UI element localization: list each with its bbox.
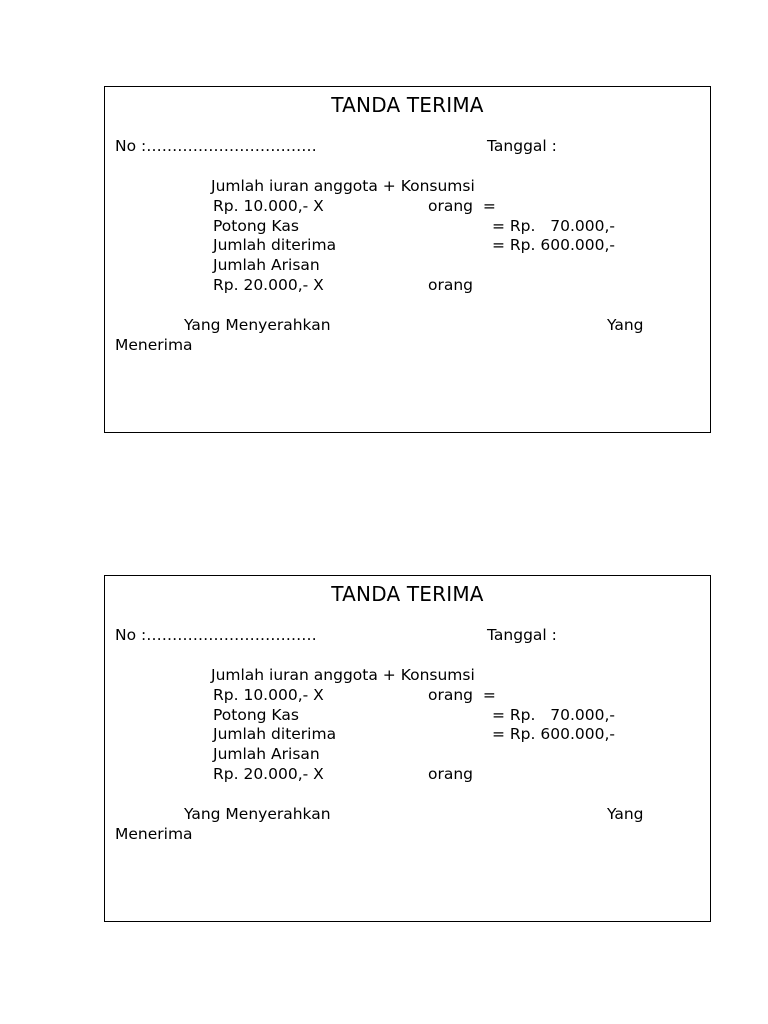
iuran-orang: orang = <box>428 686 496 704</box>
menerima-label: Menerima <box>115 825 193 843</box>
no-field: No :…………………………… <box>115 137 317 155</box>
potong-kas-value: = Rp. 70.000,- <box>492 217 615 235</box>
jumlah-arisan-label: Jumlah Arisan <box>213 256 320 274</box>
tanggal-field: Tanggal : <box>487 626 557 644</box>
jumlah-arisan-label: Jumlah Arisan <box>213 745 320 763</box>
iuran-heading: Jumlah iuran anggota + Konsumsi <box>211 177 475 195</box>
arisan-orang: orang <box>428 276 474 294</box>
iuran-orang: orang = <box>428 197 496 215</box>
iuran-rate: Rp. 10.000,- X <box>213 197 324 215</box>
receipt-title: TANDA TERIMA <box>331 582 484 606</box>
potong-kas-label: Potong Kas <box>213 706 299 724</box>
no-field: No :…………………………… <box>115 626 317 644</box>
yang-menyerahkan: Yang Menyerahkan <box>184 805 331 823</box>
jumlah-diterima-label: Jumlah diterima <box>213 725 337 743</box>
arisan-rate: Rp. 20.000,- X <box>213 276 324 294</box>
yang-label: Yang <box>607 805 644 823</box>
receipt-form-2 <box>104 575 711 922</box>
potong-kas-label: Potong Kas <box>213 217 299 235</box>
jumlah-diterima-value: = Rp. 600.000,- <box>492 236 615 254</box>
iuran-heading: Jumlah iuran anggota + Konsumsi <box>211 666 475 684</box>
receipt-title: TANDA TERIMA <box>331 93 484 117</box>
menerima-label: Menerima <box>115 336 193 354</box>
iuran-rate: Rp. 10.000,- X <box>213 686 324 704</box>
arisan-orang: orang <box>428 765 474 783</box>
jumlah-diterima-label: Jumlah diterima <box>213 236 337 254</box>
jumlah-diterima-value: = Rp. 600.000,- <box>492 725 615 743</box>
yang-menyerahkan: Yang Menyerahkan <box>184 316 331 334</box>
yang-label: Yang <box>607 316 644 334</box>
arisan-rate: Rp. 20.000,- X <box>213 765 324 783</box>
receipt-form-1 <box>104 86 711 433</box>
potong-kas-value: = Rp. 70.000,- <box>492 706 615 724</box>
tanggal-field: Tanggal : <box>487 137 557 155</box>
